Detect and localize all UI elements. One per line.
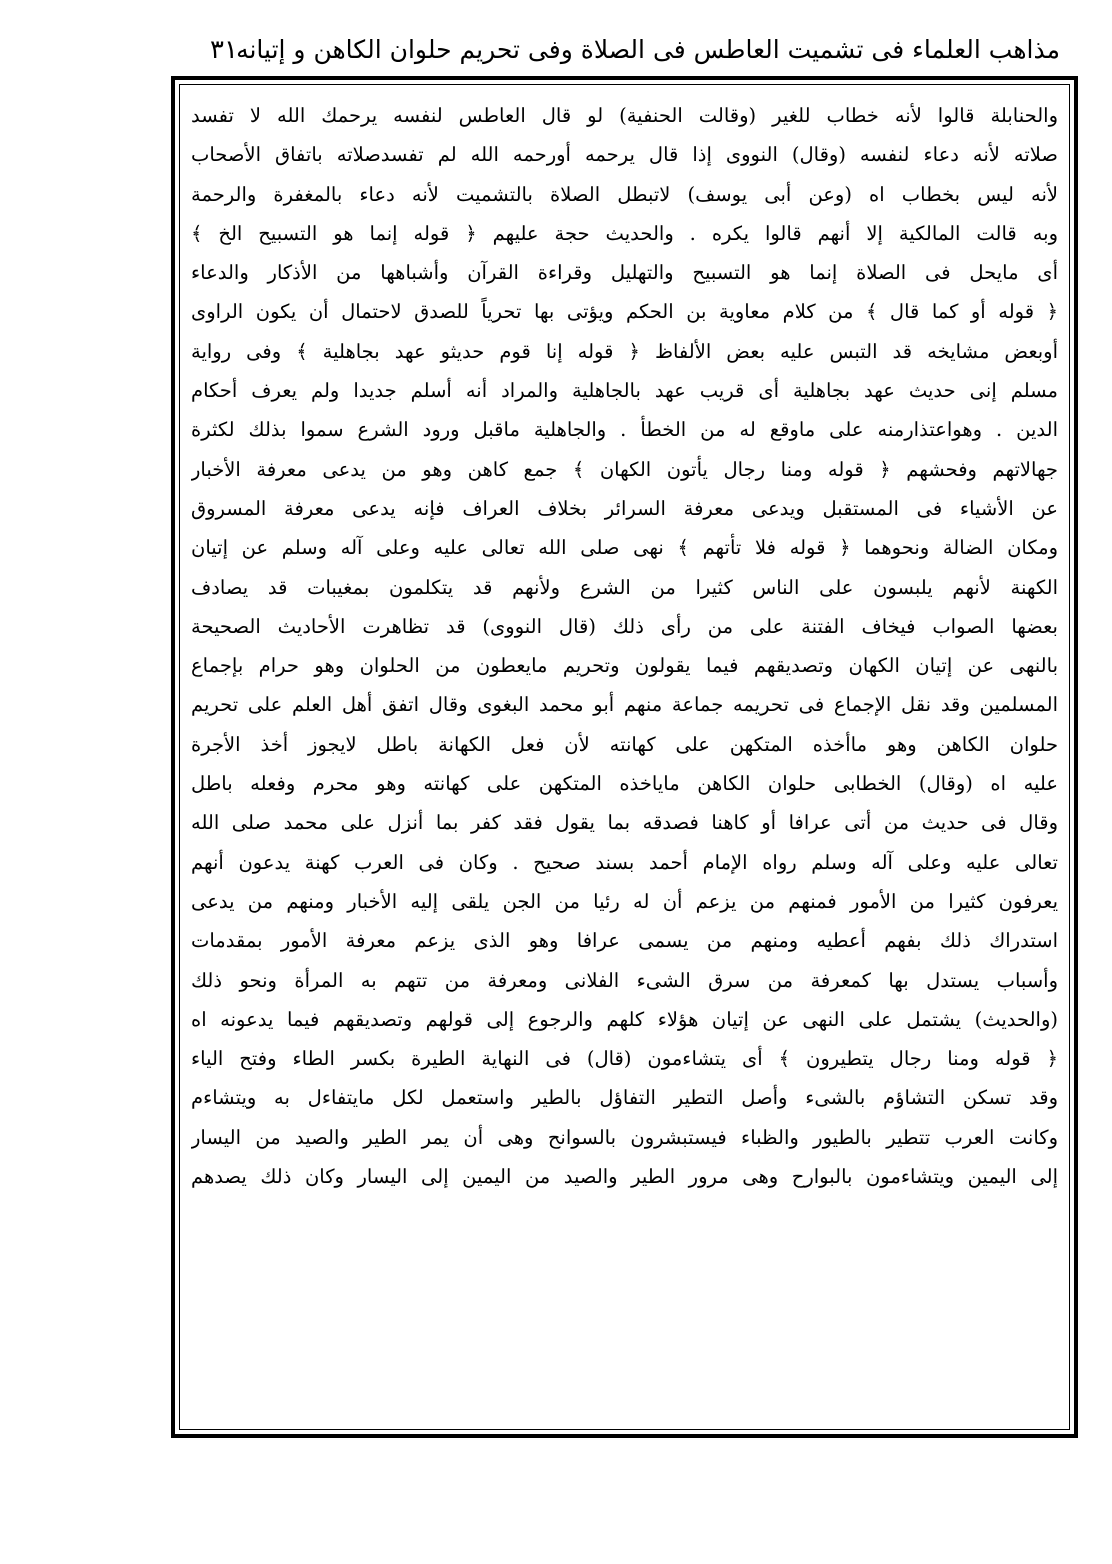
text-line: الكهنة لأنهم يلبسون على الناس كثيرا من الشرع ولأنهم قد يتكلمون بمغيبات قد يصادف bbox=[191, 575, 1058, 599]
text-line: والحنابلة قالوا لأنه خطاب للغير (وقالت الحنفية) لو قال العاطس لنفسه يرحمك الله لا تفسد bbox=[191, 104, 1058, 127]
text-line: جهالاتهم وفحشهم ﴿ قوله ومنا رجال يأتون الكهان ﴾ جمع كاهن وهو من يدعى معرفة الأخبار bbox=[191, 457, 1058, 481]
text-line: وبه قالت المالكية إلا أنهم قالوا يكره . والحديث حجة عليهم ﴿ قوله إنما هو التسبيح الخ ﴾ bbox=[191, 221, 1058, 245]
text-line: بعضها الصواب فيخاف الفتنة على من رأى ذلك (قال النووى) قد تظاهرت الأحاديث الصحيحة bbox=[191, 614, 1058, 638]
text-line: حلوان الكاهن وهو ماأخذه المتكهن على كهانته لأن فعل الكهانة باطل لايجوز أخذ الأجرة bbox=[191, 732, 1058, 756]
text-line: لأنه ليس بخطاب اه (وعن أبى يوسف) لاتبطل الصلاة بالتشميت لأنه دعاء بالمغفرة والرحمة bbox=[191, 182, 1058, 206]
text-line: ومكان الضالة ونحوهما ﴿ قوله فلا تأتهم ﴾ نهى صلى الله تعالى عليه وعلى آله وسلم عن إتيان bbox=[191, 536, 1058, 560]
text-line: وكانت العرب تتطير بالطيور والظباء فيستبشرون بالسوانح وهى أن يمر الطير والصيد من اليسار bbox=[191, 1125, 1058, 1149]
text-line: ﴿ قوله أو كما قال ﴾ من كلام معاوية بن الحكم ويؤتى بها تحرياً للصدق لاحتمال أن يكون الراوى bbox=[191, 300, 1058, 324]
body-text bbox=[191, 96, 1058, 1196]
text-line: صلاته لأنه دعاء لنفسه (وقال) النووى إذا قال يرحمه أورحمه الله لم تفسدصلاته باتفاق الأصحاب bbox=[191, 143, 1058, 167]
text-line: (والحديث) يشتمل على النهى عن إتيان هؤلاء كلهم والرجوع إلى قولهم وتصديقهم فيما يدعونه اه bbox=[191, 1007, 1058, 1031]
text-line: وقال فى حديث من أتى عرافا أو كاهنا فصدقه بما يقول فقد كفر بما أنزل على محمد صلى الله bbox=[191, 811, 1058, 835]
text-line: مسلم إنى حديث عهد بجاهلية أى قريب عهد بالجاهلية والمراد أنه أسلم جديدا ولم يعرف أحكام bbox=[191, 379, 1058, 403]
text-line: استدراك ذلك بفهم أعطيه ومنهم من يسمى عرافا وهو الذى يزعم معرفة الأمور بمقدمات bbox=[191, 929, 1058, 953]
text-line: عن الأشياء فى المستقبل ويدعى معرفة السرائر بخلاف العراف فإنه يدعى معرفة المسروق bbox=[191, 496, 1058, 520]
text-line: يعرفون كثيرا من الأمور فمنهم من يزعم أن له رئيا من الجن يلقى إليه الأخبار ومنهم من يدعى bbox=[191, 889, 1058, 913]
text-line: أوبعض مشايخه قد التبس عليه بعض الألفاظ ﴿ قوله إنا قوم حديثو عهد بجاهلية ﴾ وفى رواية bbox=[191, 339, 1058, 363]
text-line: إلى اليمين ويتشاءمون بالبوارح وهى مرور الطير والصيد من اليمين إلى اليسار وكان ذلك يصدهم bbox=[191, 1165, 1058, 1189]
text-line: أى مايحل فى الصلاة إنما هو التسبيح والتهليل وقراءة القرآن وأشباهها من الأذكار والدعاء bbox=[191, 261, 1058, 285]
running-header bbox=[190, 26, 1060, 74]
page-number: ٣١ bbox=[210, 35, 238, 65]
text-line: عليه اه (وقال) الخطابى حلوان الكاهن ماياخذه المتكهن على كهانته وهو محرم وفعله باطل bbox=[191, 772, 1058, 796]
text-line: المسلمين وقد نقل الإجماع فى تحريمه جماعة منهم أبو محمد البغوى وقال اتفق أهل العلم على تحريم bbox=[191, 693, 1058, 717]
text-line: الدين . وهواعتذارمنه على ماوقع له من الخطأ . والجاهلية ماقبل ورود الشرع سموا بذلك لكثرة bbox=[191, 418, 1058, 442]
chapter-title: مذاهب العلماء فى تشميت العاطس فى الصلاة وفى تحريم حلوان الكاهن و إتيانه bbox=[236, 35, 1060, 64]
text-frame bbox=[171, 76, 1078, 1438]
text-line: تعالى عليه وعلى آله وسلم رواه الإمام أحمد بسند صحيح . وكان فى العرب كهنة يدعون أنهم bbox=[191, 850, 1058, 874]
text-line: بالنهى عن إتيان الكهان وتصديقهم فيما يقولون وتحريم مايعطون من الحلوان وهو حرام بإجماع bbox=[191, 654, 1058, 678]
text-line: وقد تسكن التشاؤم بالشىء وأصل التطير التفاؤل بالطير واستعمل لكل مايتفاءل به ويتشاءم bbox=[191, 1086, 1058, 1110]
text-line: ﴿ قوله ومنا رجال يتطيرون ﴾ أى يتشاءمون (قال) فى النهاية الطيرة بكسر الطاء وفتح الياء bbox=[191, 1047, 1058, 1071]
text-line: وأسباب يستدل بها كمعرفة من سرق الشىء الفلانى ومعرفة من تتهم به المرأة ونحو ذلك bbox=[191, 968, 1058, 992]
